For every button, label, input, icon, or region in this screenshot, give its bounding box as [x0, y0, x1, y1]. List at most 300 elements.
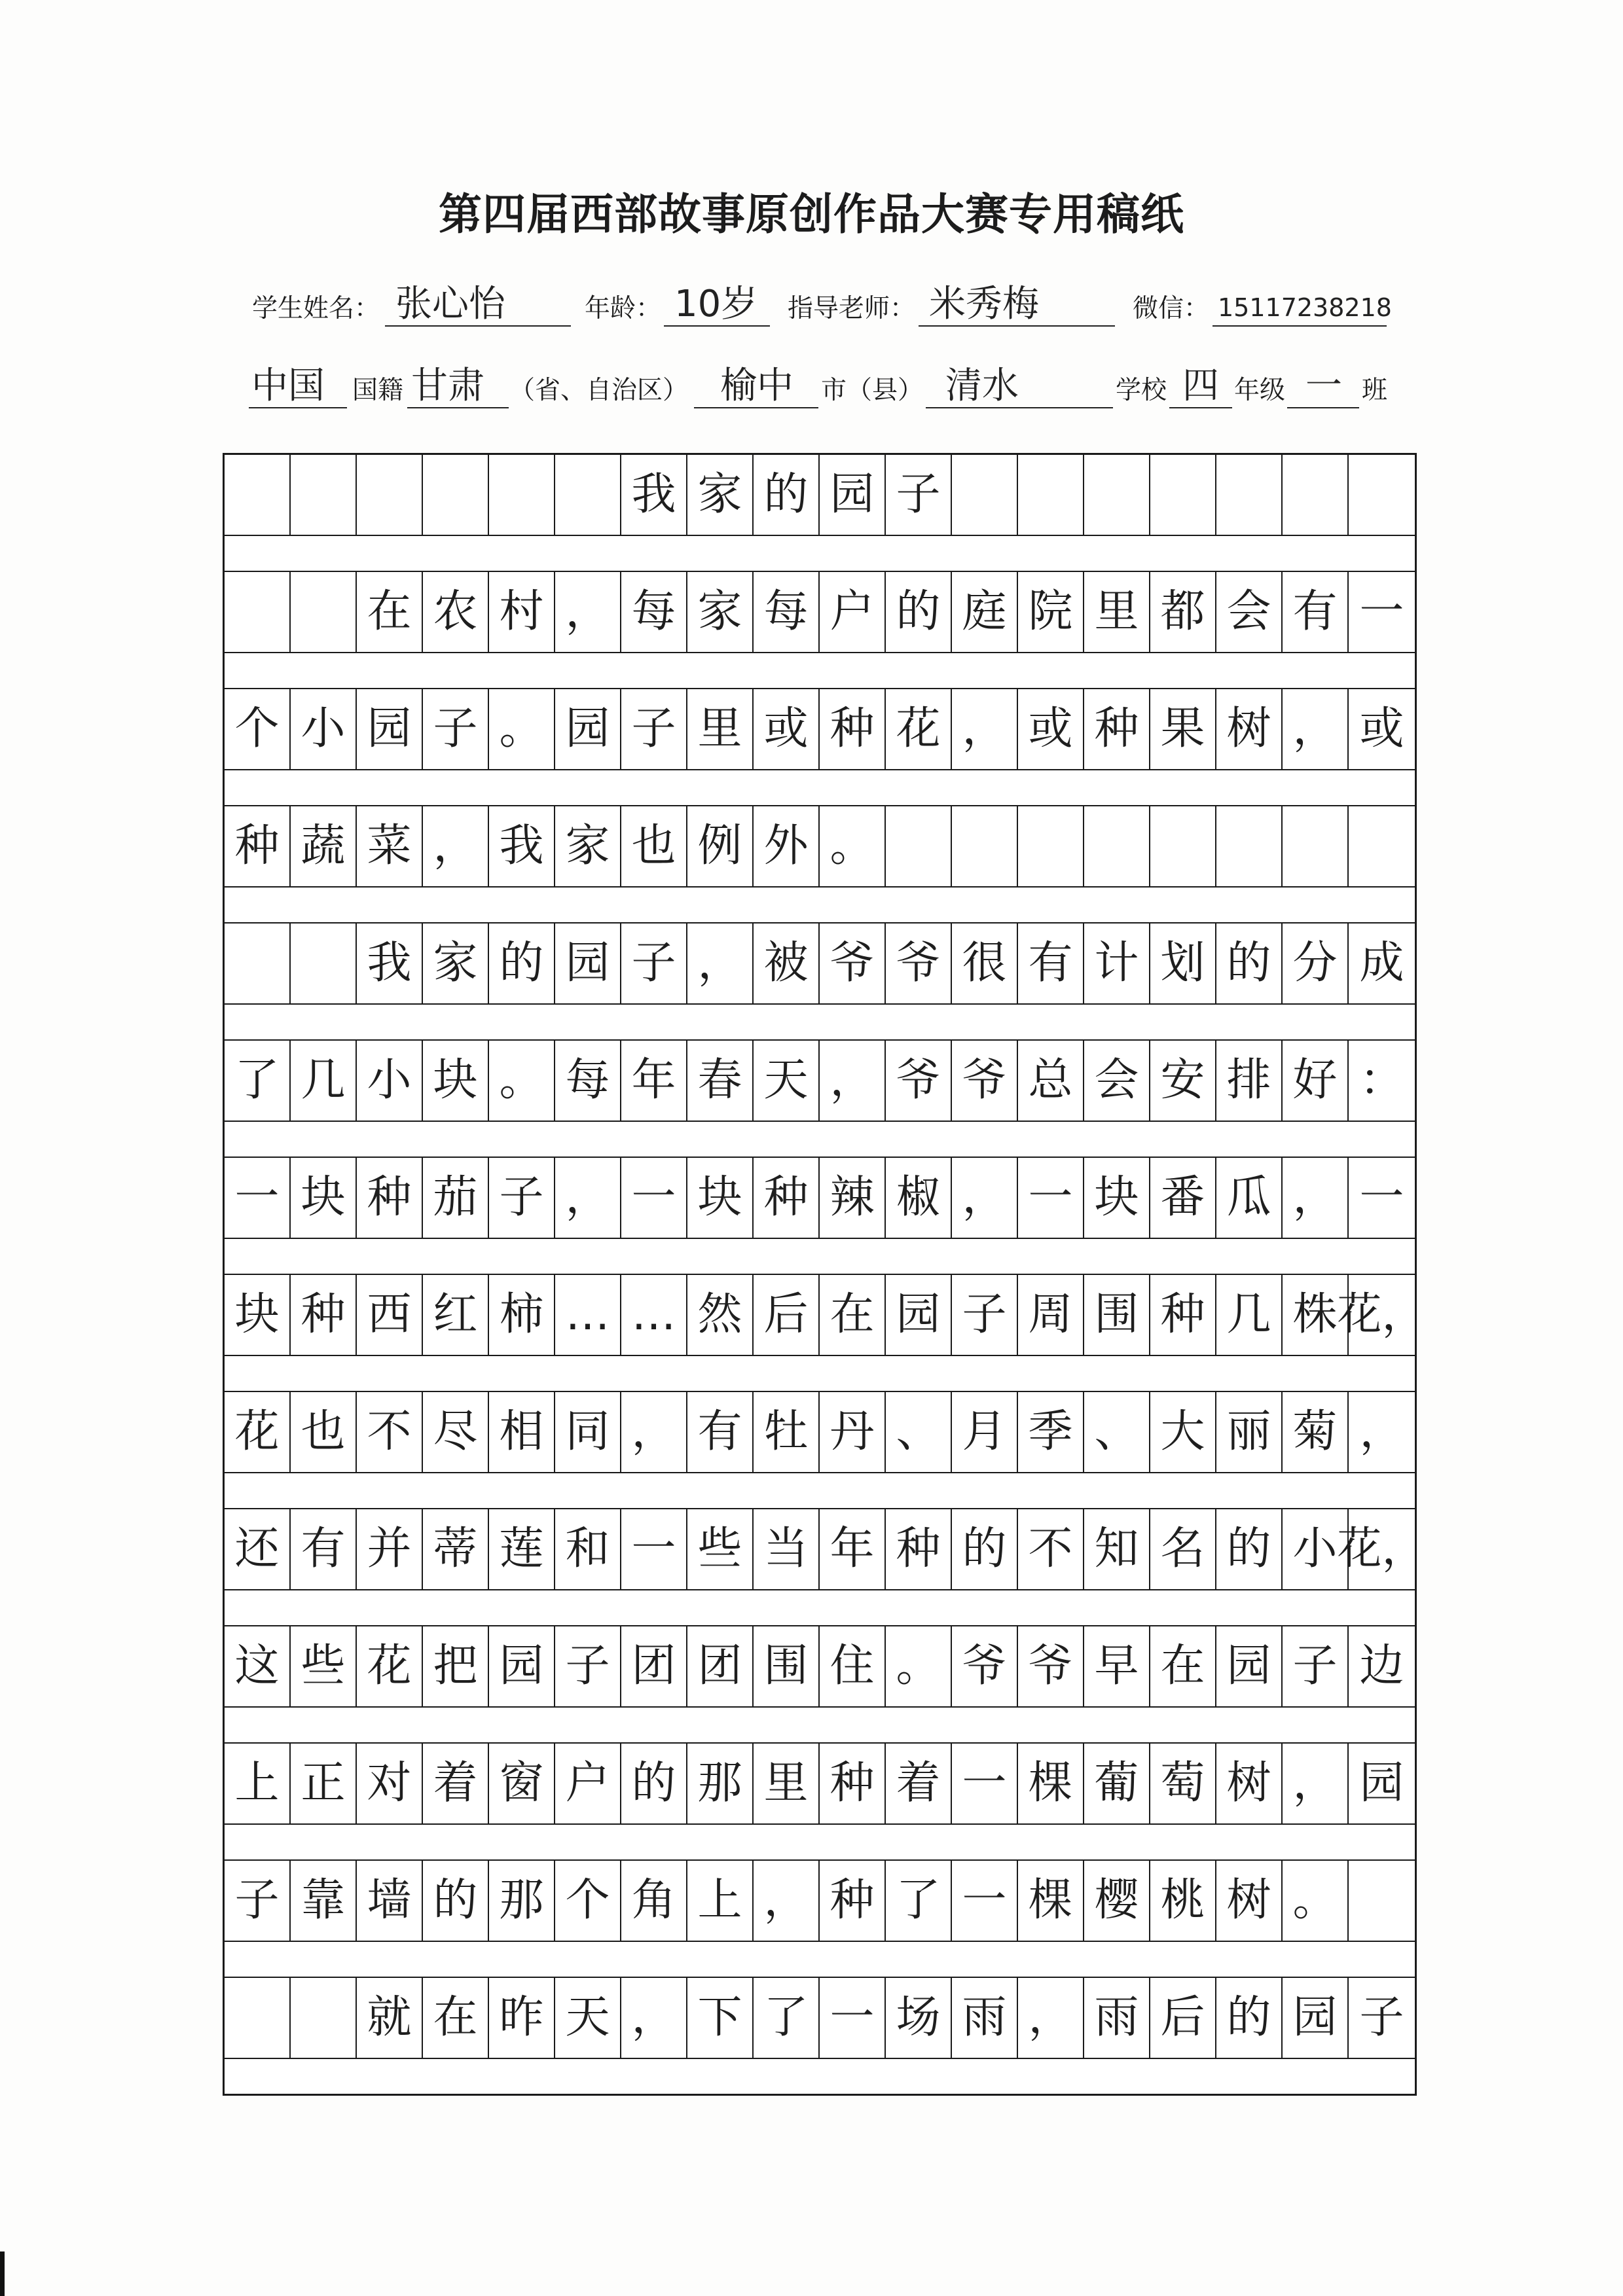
grid-cell: 一	[952, 1861, 1018, 1941]
grid-cell: 有	[1283, 572, 1349, 652]
writing-grid	[223, 453, 1427, 2096]
grid-cell: 、	[1084, 1392, 1150, 1472]
grid-cell: 上	[225, 1744, 291, 1823]
class-label: 班	[1362, 376, 1388, 404]
grid-cell: 有	[1018, 924, 1084, 1003]
grid-line	[225, 1744, 1415, 1861]
grid-cell	[291, 924, 357, 1003]
grid-cell: 昨	[489, 1978, 555, 2058]
grid-cell: 每	[754, 572, 820, 652]
grid-cell: 蒂	[423, 1509, 489, 1589]
grid-cell: ，	[555, 572, 621, 652]
grid-cell: 园	[1216, 1626, 1283, 1706]
grid-cell: 西	[357, 1275, 423, 1355]
grid-row	[225, 1041, 1415, 1122]
row-gap	[225, 770, 1415, 806]
grid-cell: ，	[952, 689, 1018, 769]
grid-cell: 花	[225, 1392, 291, 1472]
grid-cell: 、	[886, 1392, 952, 1472]
grid-cell: 花	[357, 1626, 423, 1706]
grid-cell: 在	[423, 1978, 489, 2058]
grid-cell: 了	[754, 1978, 820, 2058]
grid-cell	[225, 924, 291, 1003]
wechat-field: 15117238218	[1213, 285, 1387, 327]
grid-line	[225, 1041, 1415, 1158]
grid-cell: 把	[423, 1626, 489, 1706]
grid-cell: 当	[754, 1509, 820, 1589]
grid-line	[225, 1509, 1427, 1626]
grid-cell: 种	[820, 1744, 886, 1823]
grid-cell	[423, 455, 489, 535]
grid-row	[225, 1861, 1415, 1942]
province-field: 甘肃	[407, 367, 509, 408]
grid-cell: 一	[1359, 1172, 1404, 1223]
grid-cell: ，	[952, 1158, 1018, 1238]
grid-cell: 一	[621, 1158, 687, 1238]
grid-cell: 些	[687, 1509, 754, 1589]
grid-cell: 种	[1084, 689, 1150, 769]
grid-row	[225, 1158, 1415, 1239]
scan-artifact	[0, 2251, 5, 2296]
grid-cell: 子	[423, 689, 489, 769]
grid-cell: 在	[1150, 1626, 1216, 1706]
row-gap	[225, 1708, 1415, 1744]
grid-cell: 或	[1018, 689, 1084, 769]
grid-cell: 块	[687, 1158, 754, 1238]
age-field: 10岁	[664, 285, 770, 327]
grid-line	[225, 924, 1415, 1041]
grid-cell: 一	[1018, 1158, 1084, 1238]
grid-cell: 花，	[1337, 1523, 1427, 1575]
grid-row	[225, 806, 1415, 888]
grid-cell: 园	[357, 689, 423, 769]
grid-cell: 爷	[886, 1041, 952, 1121]
grid-cell: 我	[489, 806, 555, 886]
grid-cell: 番	[1150, 1158, 1216, 1238]
grid-row	[225, 1509, 1427, 1590]
grid-cell: 块	[1084, 1158, 1150, 1238]
grid-cell: 那	[687, 1744, 754, 1823]
grid-cell: 还	[225, 1509, 291, 1589]
grid-row	[225, 1978, 1415, 2059]
grid-cell	[555, 455, 621, 535]
grid-cell: 丹	[820, 1392, 886, 1472]
nationality-label: 国籍	[352, 376, 404, 404]
grid-cell: 的	[423, 1861, 489, 1941]
grid-cell: 椒	[886, 1158, 952, 1238]
age-label: 年龄：	[585, 295, 662, 323]
grid-cell: 周	[1018, 1275, 1084, 1355]
grid-cell: 月	[952, 1392, 1018, 1472]
grid-cell: 个	[555, 1861, 621, 1941]
grid-cell: 柿	[489, 1275, 555, 1355]
grid-cell: 场	[886, 1978, 952, 2058]
grid-cell: 的	[952, 1509, 1018, 1589]
grid-cell: 每	[555, 1041, 621, 1121]
grid-cell: 不	[1018, 1509, 1084, 1589]
grid-cell: ，	[621, 1978, 687, 2058]
grid-cell: 种	[225, 806, 291, 886]
grid-cell: 农	[423, 572, 489, 652]
grid-cell: 个	[225, 689, 291, 769]
grid-cell	[1216, 806, 1283, 886]
grid-cell: ，	[1283, 1158, 1349, 1238]
grid-line	[225, 1158, 1415, 1275]
row-gap	[225, 653, 1415, 689]
grid-cell	[1084, 455, 1150, 535]
grid-cell: 。	[1283, 1861, 1349, 1941]
grid-cell: 几	[1216, 1275, 1283, 1355]
page-title: 第四届西部故事原创作品大赛专用稿纸	[439, 191, 1184, 239]
grid-cell	[1349, 806, 1415, 886]
grid-cell: 那	[489, 1861, 555, 1941]
grid-cell: ，	[621, 1392, 687, 1472]
grid-cell: 茄	[423, 1158, 489, 1238]
grid-line	[225, 455, 1415, 572]
grid-cell	[1349, 455, 1415, 535]
header-line-location	[0, 367, 1623, 408]
grid-cell: 角	[621, 1861, 687, 1941]
grid-cell: 树	[1216, 1744, 1283, 1823]
grid-cell: 辣	[820, 1158, 886, 1238]
grid-cell: 下	[687, 1978, 754, 2058]
grid-cell: 被	[754, 924, 820, 1003]
grid-cell: 这	[225, 1626, 291, 1706]
grid-cell: 的	[1216, 1509, 1283, 1589]
grid-cell	[291, 572, 357, 652]
row-gap	[225, 536, 1415, 572]
grid-cell: 知	[1084, 1509, 1150, 1589]
grid-cell: 葡	[1084, 1744, 1150, 1823]
grid-cell: 园	[555, 689, 621, 769]
grid-cell: 。	[489, 1041, 555, 1121]
grid-cell: 大	[1150, 1392, 1216, 1472]
grid-cell: 很	[952, 924, 1018, 1003]
grid-cell: 家	[555, 806, 621, 886]
grid-cell: …	[621, 1275, 687, 1355]
grid-cell: 都	[1150, 572, 1216, 652]
grid-cell: 户	[820, 572, 886, 652]
grid-cell	[225, 572, 291, 652]
grid-cell	[291, 1978, 357, 2058]
grid-cell: 并	[357, 1509, 423, 1589]
grid-cell: 园	[489, 1626, 555, 1706]
grid-cell: 排	[1216, 1041, 1283, 1121]
grid-cell: 然	[687, 1275, 754, 1355]
grid-cell: 园	[1283, 1978, 1349, 2058]
grid-cell	[1084, 806, 1150, 886]
grid-cell: 种	[357, 1158, 423, 1238]
grid-cell: 子	[952, 1275, 1018, 1355]
grid-cell: ，	[820, 1041, 886, 1121]
grid-cell: 子	[489, 1158, 555, 1238]
grid-cell: 棵	[1018, 1861, 1084, 1941]
province-label: （省、自治区）	[509, 376, 689, 404]
grid-cell: 同	[555, 1392, 621, 1472]
grid-cell: 不	[357, 1392, 423, 1472]
grid-cell: 一	[225, 1158, 291, 1238]
grid-row	[225, 689, 1415, 770]
grid-cell: 爷	[886, 924, 952, 1003]
grid-cell: 墙	[357, 1861, 423, 1941]
row-gap	[225, 1122, 1415, 1158]
grid-cell: 和	[555, 1509, 621, 1589]
grid-cell: 计	[1084, 924, 1150, 1003]
grid-cell	[1283, 806, 1349, 886]
grid-cell: 尽	[423, 1392, 489, 1472]
grid-cell: 庭	[952, 572, 1018, 652]
grid-cell: 蔬	[291, 806, 357, 886]
grid-cell: 年	[820, 1509, 886, 1589]
grid-cell	[886, 806, 952, 886]
grid-cell: 一	[820, 1978, 886, 2058]
grid-cell: 住	[820, 1626, 886, 1706]
student-name-field: 张心怡	[385, 285, 571, 327]
grid-cell: ，	[754, 1861, 820, 1941]
grid-cell: 。	[489, 689, 555, 769]
grid-cell: 靠	[291, 1861, 357, 1941]
grid-cell: 外	[754, 806, 820, 886]
grid-cell: 种	[291, 1275, 357, 1355]
grid-cell	[1150, 806, 1216, 886]
class-field: 一	[1287, 367, 1359, 408]
grid-cell	[357, 455, 423, 535]
grid-cell: ，	[1018, 1978, 1084, 2058]
grid-cell	[952, 806, 1018, 886]
grid-cell: 桃	[1150, 1861, 1216, 1941]
grid-cell: 红	[423, 1275, 489, 1355]
grid-cell: 会	[1216, 572, 1283, 652]
grid-cell: 边	[1359, 1640, 1404, 1692]
grid-cell: 丽	[1216, 1392, 1283, 1472]
grid-cell: 。	[886, 1626, 952, 1706]
grid-cell: 块	[225, 1275, 291, 1355]
grid-cell: 爷	[1018, 1626, 1084, 1706]
grid-cell: 些	[291, 1626, 357, 1706]
grid-cell: 后	[754, 1275, 820, 1355]
row-gap	[225, 1005, 1415, 1041]
grid-cell: 种	[754, 1158, 820, 1238]
grid-line	[225, 1626, 1415, 1744]
grid-row	[225, 455, 1415, 536]
grid-cell: 子	[555, 1626, 621, 1706]
grid-cell: 或	[1359, 703, 1404, 755]
grid-cell: ：	[1359, 1054, 1404, 1106]
grid-cell: 年	[621, 1041, 687, 1121]
grid-cell: 爷	[952, 1041, 1018, 1121]
grid-cell	[1018, 455, 1084, 535]
grid-cell: 早	[1084, 1626, 1150, 1706]
grid-line	[225, 1392, 1415, 1509]
grid-row	[225, 924, 1415, 1005]
grid-cell: 小	[357, 1041, 423, 1121]
grid-cell: 种	[820, 1861, 886, 1941]
grid-row	[225, 1392, 1415, 1473]
grid-cell: 一	[1359, 586, 1404, 637]
grid-cell: 块	[423, 1041, 489, 1121]
grid-cell: 莲	[489, 1509, 555, 1589]
city-field: 榆中	[694, 367, 818, 408]
grid-cell: 了	[886, 1861, 952, 1941]
grid-cell	[489, 455, 555, 535]
grid-cell: 园	[555, 924, 621, 1003]
grid-cell: 果	[1150, 689, 1216, 769]
grid-cell: 上	[687, 1861, 754, 1941]
grid-cell: 子	[1359, 1992, 1404, 2043]
grid-cell: 菜	[357, 806, 423, 886]
grid-cell: 园	[820, 455, 886, 535]
grid-cell: 分	[1283, 924, 1349, 1003]
wechat-label: 微信：	[1133, 295, 1210, 323]
grid-cell: 菊	[1283, 1392, 1349, 1472]
grid-cell: 的	[1216, 1978, 1283, 2058]
grid-cell	[1018, 806, 1084, 886]
grid-cell: 一	[621, 1509, 687, 1589]
grid-cell: 相	[489, 1392, 555, 1472]
grid-cell: 花	[886, 689, 952, 769]
grid-line	[225, 806, 1415, 924]
grid-cell: 有	[291, 1509, 357, 1589]
grid-cell: 季	[1018, 1392, 1084, 1472]
grid-cell: 棵	[1018, 1744, 1084, 1823]
grid-cell: 例	[687, 806, 754, 886]
grid-cell	[225, 455, 291, 535]
grid-cell: 天	[754, 1041, 820, 1121]
grid-cell: 正	[291, 1744, 357, 1823]
grid-line	[225, 572, 1415, 689]
grid-cell: 户	[555, 1744, 621, 1823]
grid-row	[225, 1626, 1415, 1708]
grid-cell: 种	[820, 689, 886, 769]
row-gap	[225, 888, 1415, 924]
row-gap	[225, 1590, 1415, 1626]
grid-cell: 春	[687, 1041, 754, 1121]
school-label: 学校	[1116, 376, 1167, 404]
grid-cell: 家	[687, 455, 754, 535]
grid-cell: 的	[754, 455, 820, 535]
grid-cell: 总	[1018, 1041, 1084, 1121]
grid-cell: ，	[1359, 1406, 1404, 1458]
grade-field: 四	[1169, 367, 1232, 408]
grid-cell: 树	[1216, 689, 1283, 769]
grid-row	[225, 572, 1415, 653]
grade-label: 年级	[1234, 376, 1286, 404]
grid-cell: 安	[1150, 1041, 1216, 1121]
teacher-label: 指导老师：	[788, 295, 916, 323]
grid-cell: 子	[1283, 1626, 1349, 1706]
grid-cell: 株	[1283, 1275, 1349, 1355]
grid-cell: 在	[820, 1275, 886, 1355]
grid-cell: 就	[357, 1978, 423, 2058]
grid-cell: 种	[1150, 1275, 1216, 1355]
row-gap	[225, 1473, 1415, 1509]
grid-cell: 天	[555, 1978, 621, 2058]
grid-cell: 对	[357, 1744, 423, 1823]
grid-cell: 牡	[754, 1392, 820, 1472]
grid-cell: 一	[952, 1744, 1018, 1823]
grid-cell: 窗	[489, 1744, 555, 1823]
grid-cell: 里	[687, 689, 754, 769]
grid-row	[225, 1275, 1427, 1356]
grid-cell: 团	[621, 1626, 687, 1706]
student-name-label: 学生姓名：	[252, 295, 380, 323]
grid-cell: 雨	[1084, 1978, 1150, 2058]
teacher-field: 米秀梅	[919, 285, 1115, 327]
grid-cell: 子	[621, 689, 687, 769]
grid-cell: 着	[423, 1744, 489, 1823]
grid-cell: 院	[1018, 572, 1084, 652]
grid-line	[225, 1978, 1415, 2094]
grid-cell	[1150, 455, 1216, 535]
grid-cell: ，	[1283, 1744, 1349, 1823]
grid-line	[225, 689, 1415, 806]
grid-cell: 雨	[952, 1978, 1018, 2058]
grid-cell: 会	[1084, 1041, 1150, 1121]
grid-cell: …	[555, 1275, 621, 1355]
grid-cell: 树	[1216, 1861, 1283, 1941]
grid-cell: 块	[291, 1158, 357, 1238]
grid-cell: 好	[1283, 1041, 1349, 1121]
grid-cell: 村	[489, 572, 555, 652]
grid-cell: ，	[555, 1158, 621, 1238]
row-gap	[225, 1942, 1415, 1978]
grid-cell: 成	[1359, 937, 1404, 989]
grid-cell: 里	[1084, 572, 1150, 652]
grid-cell: ，	[687, 924, 754, 1003]
grid-cell: 樱	[1084, 1861, 1150, 1941]
grid-cell: 团	[687, 1626, 754, 1706]
grid-cell: 爷	[952, 1626, 1018, 1706]
grid-cell: ，	[1283, 689, 1349, 769]
grid-cell	[1216, 455, 1283, 535]
grid-cell: ，	[423, 806, 489, 886]
grid-cell: 也	[291, 1392, 357, 1472]
grid-cell: 着	[886, 1744, 952, 1823]
grid-cell: 后	[1150, 1978, 1216, 2058]
grid-cell: 的	[489, 924, 555, 1003]
grid-cell	[1283, 455, 1349, 535]
grid-cell: 子	[225, 1861, 291, 1941]
grid-cell: 里	[754, 1744, 820, 1823]
grid-cell: 围	[1084, 1275, 1150, 1355]
grid-cell: 每	[621, 572, 687, 652]
grid-cell	[952, 455, 1018, 535]
grid-cell: 子	[886, 455, 952, 535]
header-line-student	[0, 285, 1623, 327]
grid-cell: 园	[886, 1275, 952, 1355]
grid-cell: 的	[886, 572, 952, 652]
row-gap	[225, 1356, 1415, 1392]
nationality-field: 中国	[249, 367, 347, 408]
school-field: 清水	[926, 367, 1113, 408]
grid-cell: 家	[423, 924, 489, 1003]
grid-cell: 也	[621, 806, 687, 886]
grid-cell: 萄	[1150, 1744, 1216, 1823]
grid-cell: 子	[621, 924, 687, 1003]
grid-cell: 。	[820, 806, 886, 886]
grid-cell: 了	[225, 1041, 291, 1121]
row-gap	[225, 1239, 1415, 1275]
grid-cell: 小	[1283, 1509, 1349, 1589]
grid-cell: 瓜	[1216, 1158, 1283, 1238]
grid-cell: 园	[1359, 1757, 1404, 1809]
row-gap	[225, 1825, 1415, 1861]
grid-cell: 的	[621, 1744, 687, 1823]
grid-row	[225, 1744, 1415, 1825]
grid-cell: 几	[291, 1041, 357, 1121]
grid-cell: 我	[621, 455, 687, 535]
grid-cell: 或	[754, 689, 820, 769]
